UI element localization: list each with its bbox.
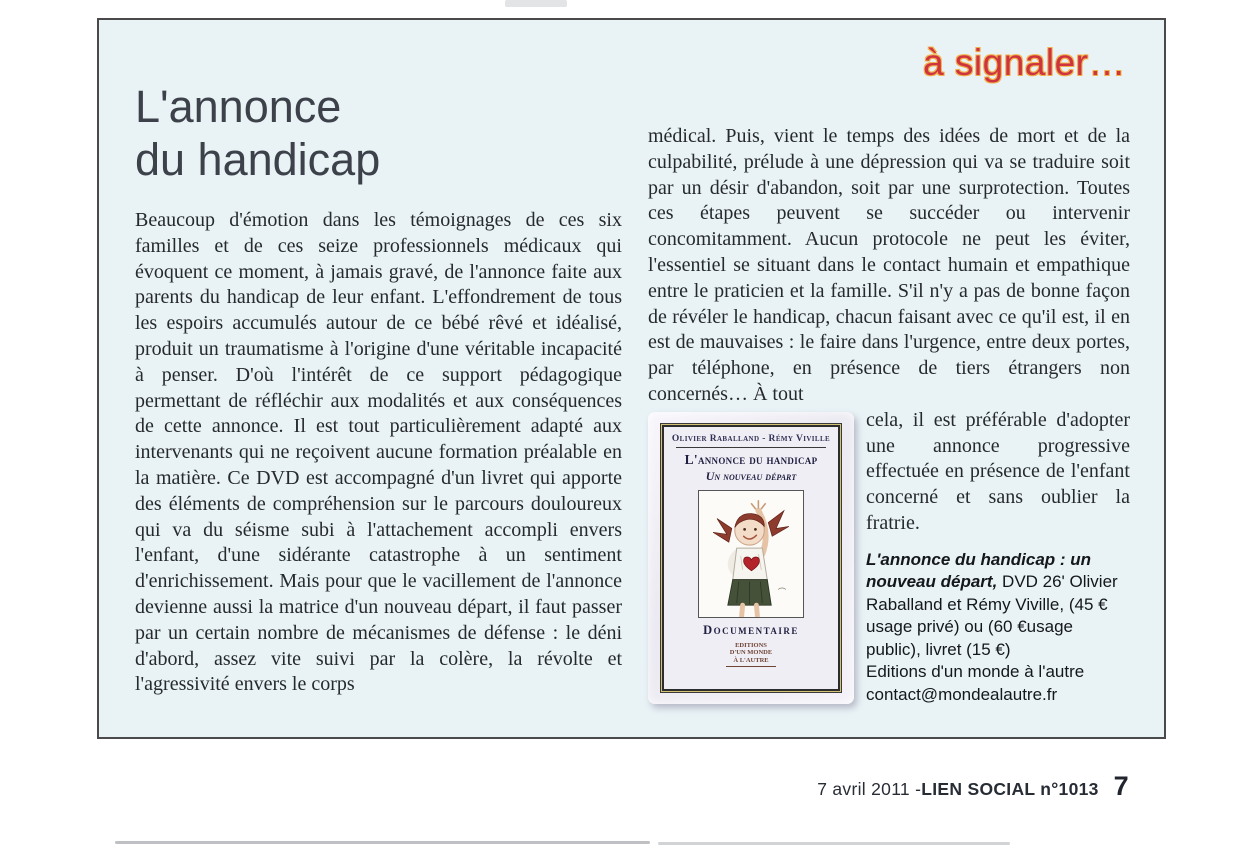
dvd-publisher-line2: D'UN MONDE [729, 649, 773, 657]
left-column [135, 80, 622, 698]
article-title-line1: L'annonce [135, 81, 342, 132]
caption-title: L'annonce du handicap : un nouveau départ, [866, 549, 1092, 592]
section-header: à signaler… [923, 42, 1126, 83]
right-column [648, 124, 1130, 708]
footer-date: 7 avril 2011 - [817, 779, 922, 799]
dvd-cover-frame [660, 423, 842, 693]
dvd-publisher-line1: EDITIONS [735, 641, 767, 649]
article-title-line2: du handicap [135, 134, 381, 185]
dvd-genre: Documentaire [703, 622, 799, 637]
article-panel [97, 18, 1166, 739]
dvd-subtitle: Un nouveau départ [705, 468, 797, 483]
caption-contact: contact@mondealautre.fr [866, 684, 1058, 704]
dvd-cover-figure [648, 412, 854, 704]
scan-artifact-bottom-right [658, 842, 1010, 845]
scan-artifact-top [505, 0, 567, 7]
girl-illustration [698, 490, 804, 618]
dvd-publisher-logo [726, 642, 776, 668]
article-body-right-top: médical. Puis, vient le temps des idées de mort et de la culpabilité, prélude à une dépression qui va se traduire soit par un désir d'abandon, soit par une surprotection. Toutes ces étapes peuvent se succéder ou intervenir concomitamment. Aucun protocole ne peut les éviter, l'essentiel se situant dans le contact humain et empathique entre le praticien et la famille. S'il n'y a pas de bonne façon de révéler le handicap, chacun faisant avec ce qu'il est, il en est de mauvaises : le faire dans l'urgence, entre deux portes, par téléphone, en présence de tiers étrangers non concernés… À tout [648, 125, 1130, 405]
dvd-authors: Olivier Raballand - Rémy Viville [671, 433, 831, 444]
caption-publisher: Editions d'un monde à l'autre [866, 662, 1085, 682]
caption-details: DVD 26' Olivier Raballand et Rémy Viville, (45 € usage privé) ou (60 €usage public), livret (15 €) [866, 572, 1118, 659]
page-footer [817, 771, 1129, 802]
dvd-cover-card [648, 412, 854, 704]
footer-journal: LIEN SOCIAL n°1013 [921, 779, 1099, 799]
dvd-title: L'annonce du handicap [684, 451, 818, 467]
article-title [135, 80, 622, 186]
footer-page-number: 7 [1113, 771, 1129, 801]
article-body-left: Beaucoup d'émotion dans les témoignages de ces six familles et de ces seize professionnels médicaux qui évoquent ce moment, à jamais gravé, de l'annonce faite aux parents du handicap de leur enfant. L'effondrement de tous les espoirs accumulés autour de ce bébé rêvé et idéalisé, produit un traumatisme à l'origine d'une véritable incapacité à penser. D'où l'intérêt de ce support pédagogique permettant de réfléchir aux modalités et aux conséquences de cette annonce. Il est tout particulièrement adapté aux intervenants qui ne reçoivent aucune formation préalable en la matière. Ce DVD est accompagné d'un livret qui apporte des éléments de compréhension sur le parcours douloureux qui va du séisme subi à l'attachement accompli envers l'enfant, d'une sidérante catastrophe à un sentiment d'enrichissement. Mais pour que le vacillement de l'annonce devienne aussi la matrice d'un nouveau départ, il faut passer par un certain nombre de mécanismes de défense : le déni d'abord, assez vite suivi par la colère, la révolte et l'agressivité envers le corps [135, 209, 622, 696]
scan-artifact-bottom-left [115, 841, 650, 844]
dvd-publisher-line3: À L'AUTRE [733, 656, 769, 664]
article-body-right-wrap: cela, il est préférable d'adopter une annonce progressive effectuée en présence de l'enfant concerné et sans oublier la fratrie. [866, 408, 1130, 534]
dvd-rule [676, 447, 827, 448]
wrap-zone [648, 408, 1130, 708]
